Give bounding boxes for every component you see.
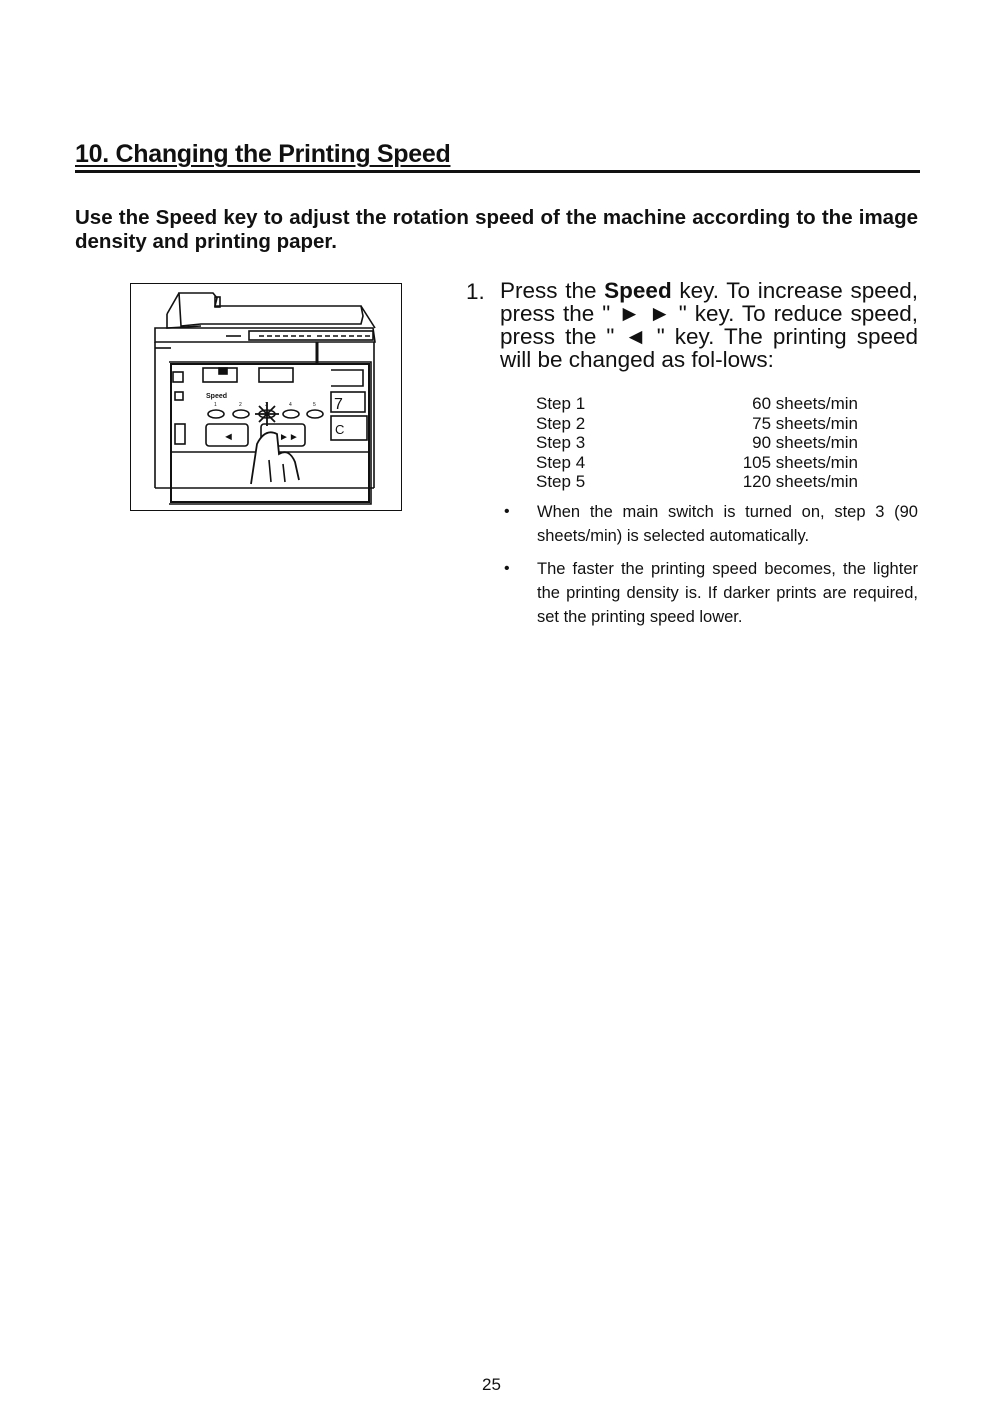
page-title: 10. Changing the Printing Speed (75, 140, 451, 168)
bullet-icon: • (504, 503, 510, 520)
step-label: Step 2 (536, 413, 586, 433)
step-value: 105 sheets/min (742, 452, 858, 472)
intro-text: Use the Speed key to adjust the rotation speed of the machine according to the image density and printing paper. (75, 206, 918, 253)
note-item (500, 557, 918, 629)
table-row (536, 394, 866, 414)
step-value: 60 sheets/min (752, 394, 858, 413)
table-row (536, 433, 866, 453)
step-number: 1. (466, 279, 485, 304)
right-double-arrow-key-icon: ►► (279, 432, 299, 443)
scale-label-5: 5 (313, 402, 316, 408)
copier-illustration (131, 284, 403, 512)
scale-label-4: 4 (289, 402, 292, 408)
step-label: Step 1 (536, 394, 586, 413)
table-row (536, 414, 866, 434)
speed-table (536, 394, 866, 492)
step-instruction: Press the Speed key. To increase speed, press the " ► ► " key. To reduce speed, press the " ◄ " key. The printing speed will be changed as fol-lows: (500, 278, 918, 372)
step-value: 90 sheets/min (752, 433, 858, 452)
speed-key-name: Speed (604, 278, 672, 303)
note-text: The faster the printing speed becomes, the lighter the printing density is. If darker prints are required, set the printing speed lower. (537, 560, 918, 626)
table-row (536, 472, 866, 492)
step-label: Step 4 (536, 452, 586, 472)
step-label: Step 3 (536, 433, 586, 452)
side-label-7: 7 (334, 396, 343, 413)
scale-label-1: 1 (214, 402, 217, 408)
step-value: 120 sheets/min (742, 472, 858, 491)
step-label: Step 5 (536, 472, 586, 491)
left-arrow-key-icon: ◄ (223, 431, 234, 443)
page-number: 25 (482, 1375, 501, 1394)
speed-key-figure (130, 283, 402, 511)
step-value: 75 sheets/min (752, 413, 858, 433)
table-row (536, 453, 866, 473)
note-item (500, 500, 918, 548)
panel-speed-label: Speed (206, 393, 228, 400)
side-label-c: C (335, 422, 345, 437)
bullet-icon: • (504, 560, 510, 577)
scale-label-2: 2 (239, 402, 242, 408)
title-rule (75, 170, 920, 173)
note-text: When the main switch is turned on, step 3 (90 sheets/min) is selected automatically. (537, 503, 918, 545)
scale-label-3: 3 (265, 402, 268, 408)
